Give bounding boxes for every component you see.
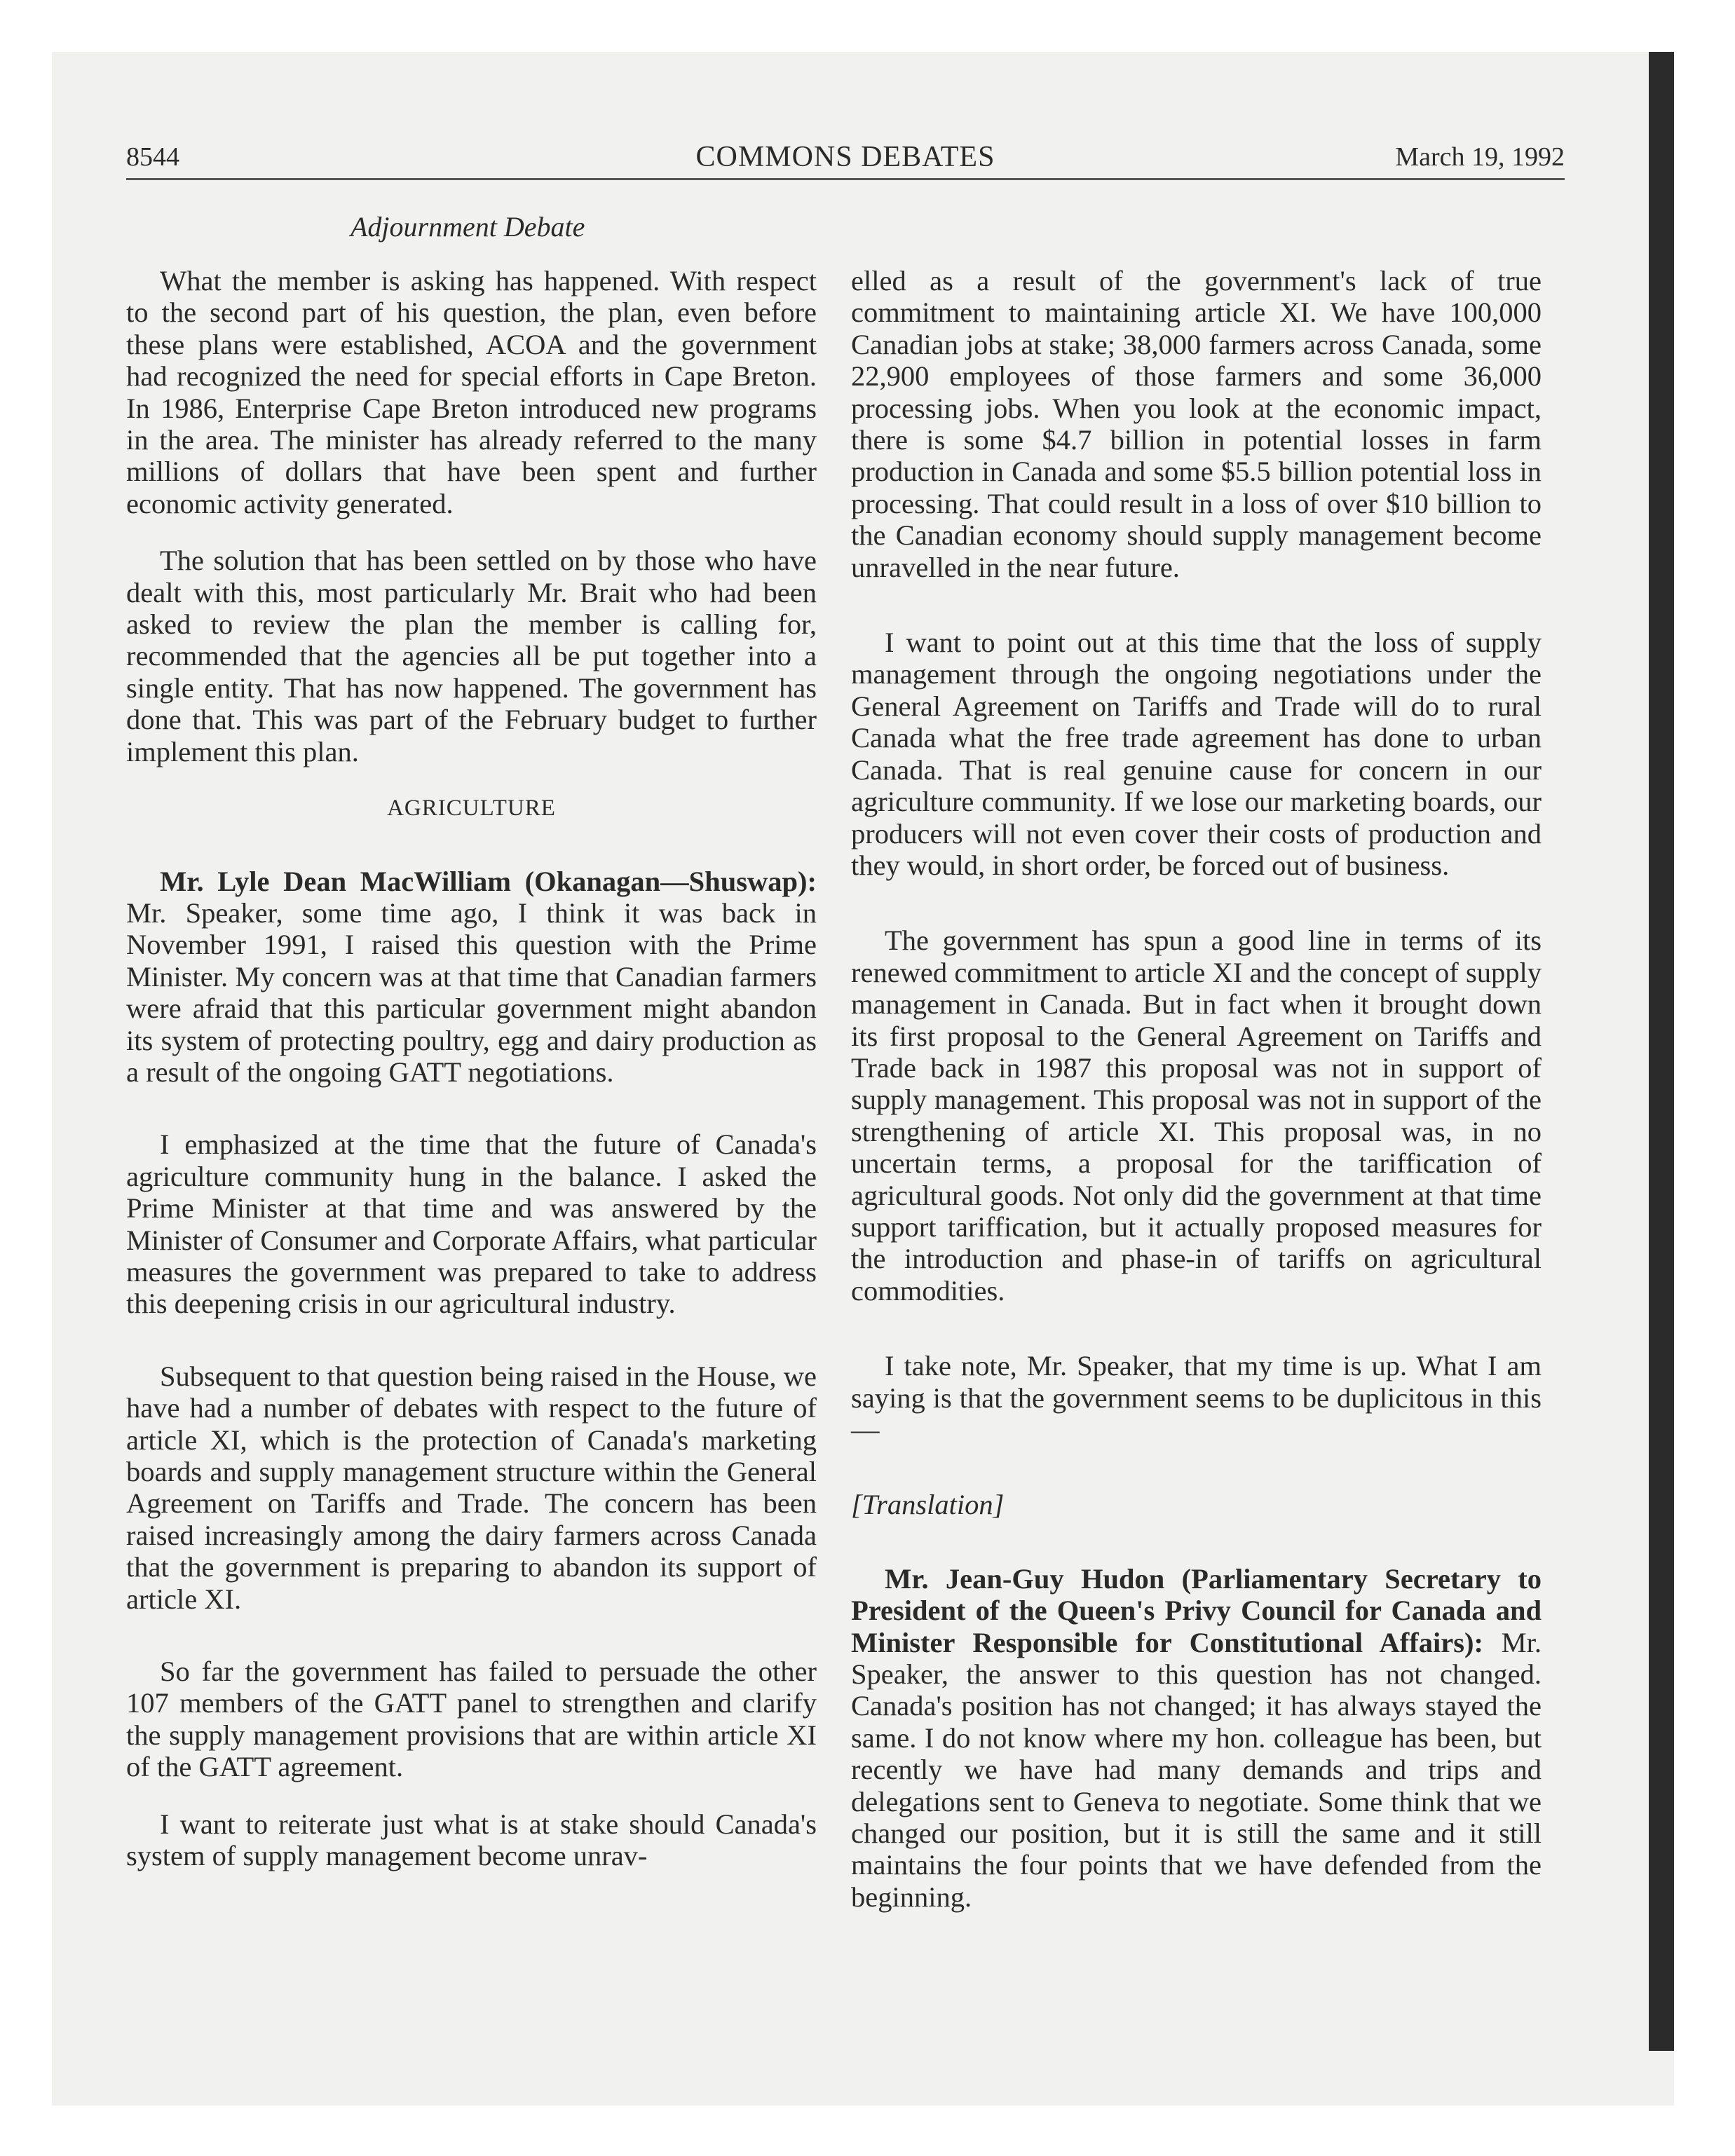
paragraph: The government has spun a good line in terms of its renewed commitment to article XI and the concept of supply management in Canada. But in fact when it brought down its first proposal to the General Agreement on Tariffs and Trade back in 1987 this proposal was not in support of supply management. This proposal was not in support of the strengthening of article XI. This proposal was, in no uncertain terms, a proposal for the tariffication of agricultural goods. Not only did the government at that time support tariffication, but it actually proposed measures for the introduction and phase-in of tariffs on agricultural commodities. <box>851 925 1542 1306</box>
right-column <box>851 265 1542 1938</box>
translation-word: Translation <box>862 1489 993 1521</box>
left-column <box>126 265 817 1897</box>
paragraph: So far the government has failed to persuade the other 107 members of the GATT panel to strengthen and clarify the supply management provisions that are within article XI of the GATT agreement. <box>126 1656 817 1783</box>
paragraph: Subsequent to that question being raised in the House, we have had a number of debates with respect to the future of article XI, which is the protection of Canada's marketing boards and supply management structure within the General Agreement on Tariffs and Trade. The concern has been raised increasingly among the dairy farmers across Canada that the government is preparing to abandon its support of article XI. <box>126 1360 817 1615</box>
scan-edge-shadow <box>1649 52 1674 2051</box>
paragraph: I emphasized at the time that the future of Canada's agriculture community hung in the balance. I asked the Prime Minister at that time and was answered by the Minister of Consumer and Corporate Affairs, what particular measures the government was prepared to take to address this deepening crisis in our agricultural industry. <box>126 1128 817 1320</box>
translation-marker <box>851 1489 1542 1520</box>
paragraph: The solution that has been settled on by those who have dealt with this, most particularly Mr. Brait who had been asked to review the plan the member is calling for, recommended that the agencies all be put together into a single entity. That has now happened. The government has done that. This was part of the February budget to further implement this plan. <box>126 545 817 767</box>
paragraph: elled as a result of the government's lack of true commitment to maintaining article XI. We have 100,000 Canadian jobs at stake; 38,000 farmers across Canada, some 22,900 employees of those farmers and some 36,000 processing jobs. When you look at the economic impact, there is some $4.7 billion in potential losses in farm production in Canada and some $5.5 billion potential loss in processing. That could result in a loss of over $10 billion to the Canadian economy should supply management become unravelled in the near future. <box>851 265 1542 583</box>
paragraph: I want to point out at this time that the loss of supply management through the ongoing negotiations under the General Agreement on Tariffs and Trade will do to rural Canada what the free trade agreement has done to urban Canada. That is real genuine cause for concern in our agriculture community. If we lose our marketing boards, our producers will not even cover their costs of production and they would, in short order, be forced out of business. <box>851 627 1542 881</box>
speaker-name: Mr. Lyle Dean MacWilliam (Okanagan—Shuswap): <box>160 865 817 897</box>
publication-date: March 19, 1992 <box>1395 142 1565 172</box>
speech-paragraph <box>851 1563 1542 1913</box>
paragraph: I want to reiterate just what is at stake should Canada's system of supply management become unrav- <box>126 1808 817 1872</box>
page-header <box>126 136 1565 180</box>
section-heading: AGRICULTURE <box>387 796 556 821</box>
speech-text: Mr. Speaker, the answer to this question has not changed. Canada's position has not changed; it has always stayed the same. I do not know where my hon. colleague has been, but recently we have had many demands and trips and delegations sent to Geneva to negotiate. Some think that we changed our position, but it is still the same and it still maintains the four points that we have defended from the beginning. <box>851 1626 1542 1913</box>
section-label: Adjournment Debate <box>351 211 585 243</box>
paragraph: I take note, Mr. Speaker, that my time is up. What I am saying is that the government seems to be duplicitous in this— <box>851 1350 1542 1445</box>
speech-paragraph <box>126 866 817 1089</box>
speaker-name: Mr. Jean-Guy Hudon (Parliamentary Secretary to President of the Queen's Privy Council for Canada and Minister Responsible for Constitutional Affairs): <box>851 1562 1542 1658</box>
publication-title: COMMONS DEBATES <box>695 141 995 173</box>
page-number: 8544 <box>126 142 179 172</box>
speech-text: Mr. Speaker, some time ago, I think it was back in November 1991, I raised this question with the Prime Minister. My concern was at that time that Canadian farmers were afraid that this particular government might abandon its system of protecting poultry, egg and dairy production as a result of the ongoing GATT negotiations. <box>126 896 817 1088</box>
paragraph: What the member is asking has happened. With respect to the second part of his question, the plan, even before these plans were established, ACOA and the government had recognized the need for special efforts in Cape Breton. In 1986, Enterprise Cape Breton introduced new programs in the area. The minister has already referred to the many millions of dollars that have been spent and further economic activity generated. <box>126 265 817 519</box>
bracket-open: [ <box>851 1489 862 1521</box>
bracket-close: ] <box>993 1489 1005 1521</box>
